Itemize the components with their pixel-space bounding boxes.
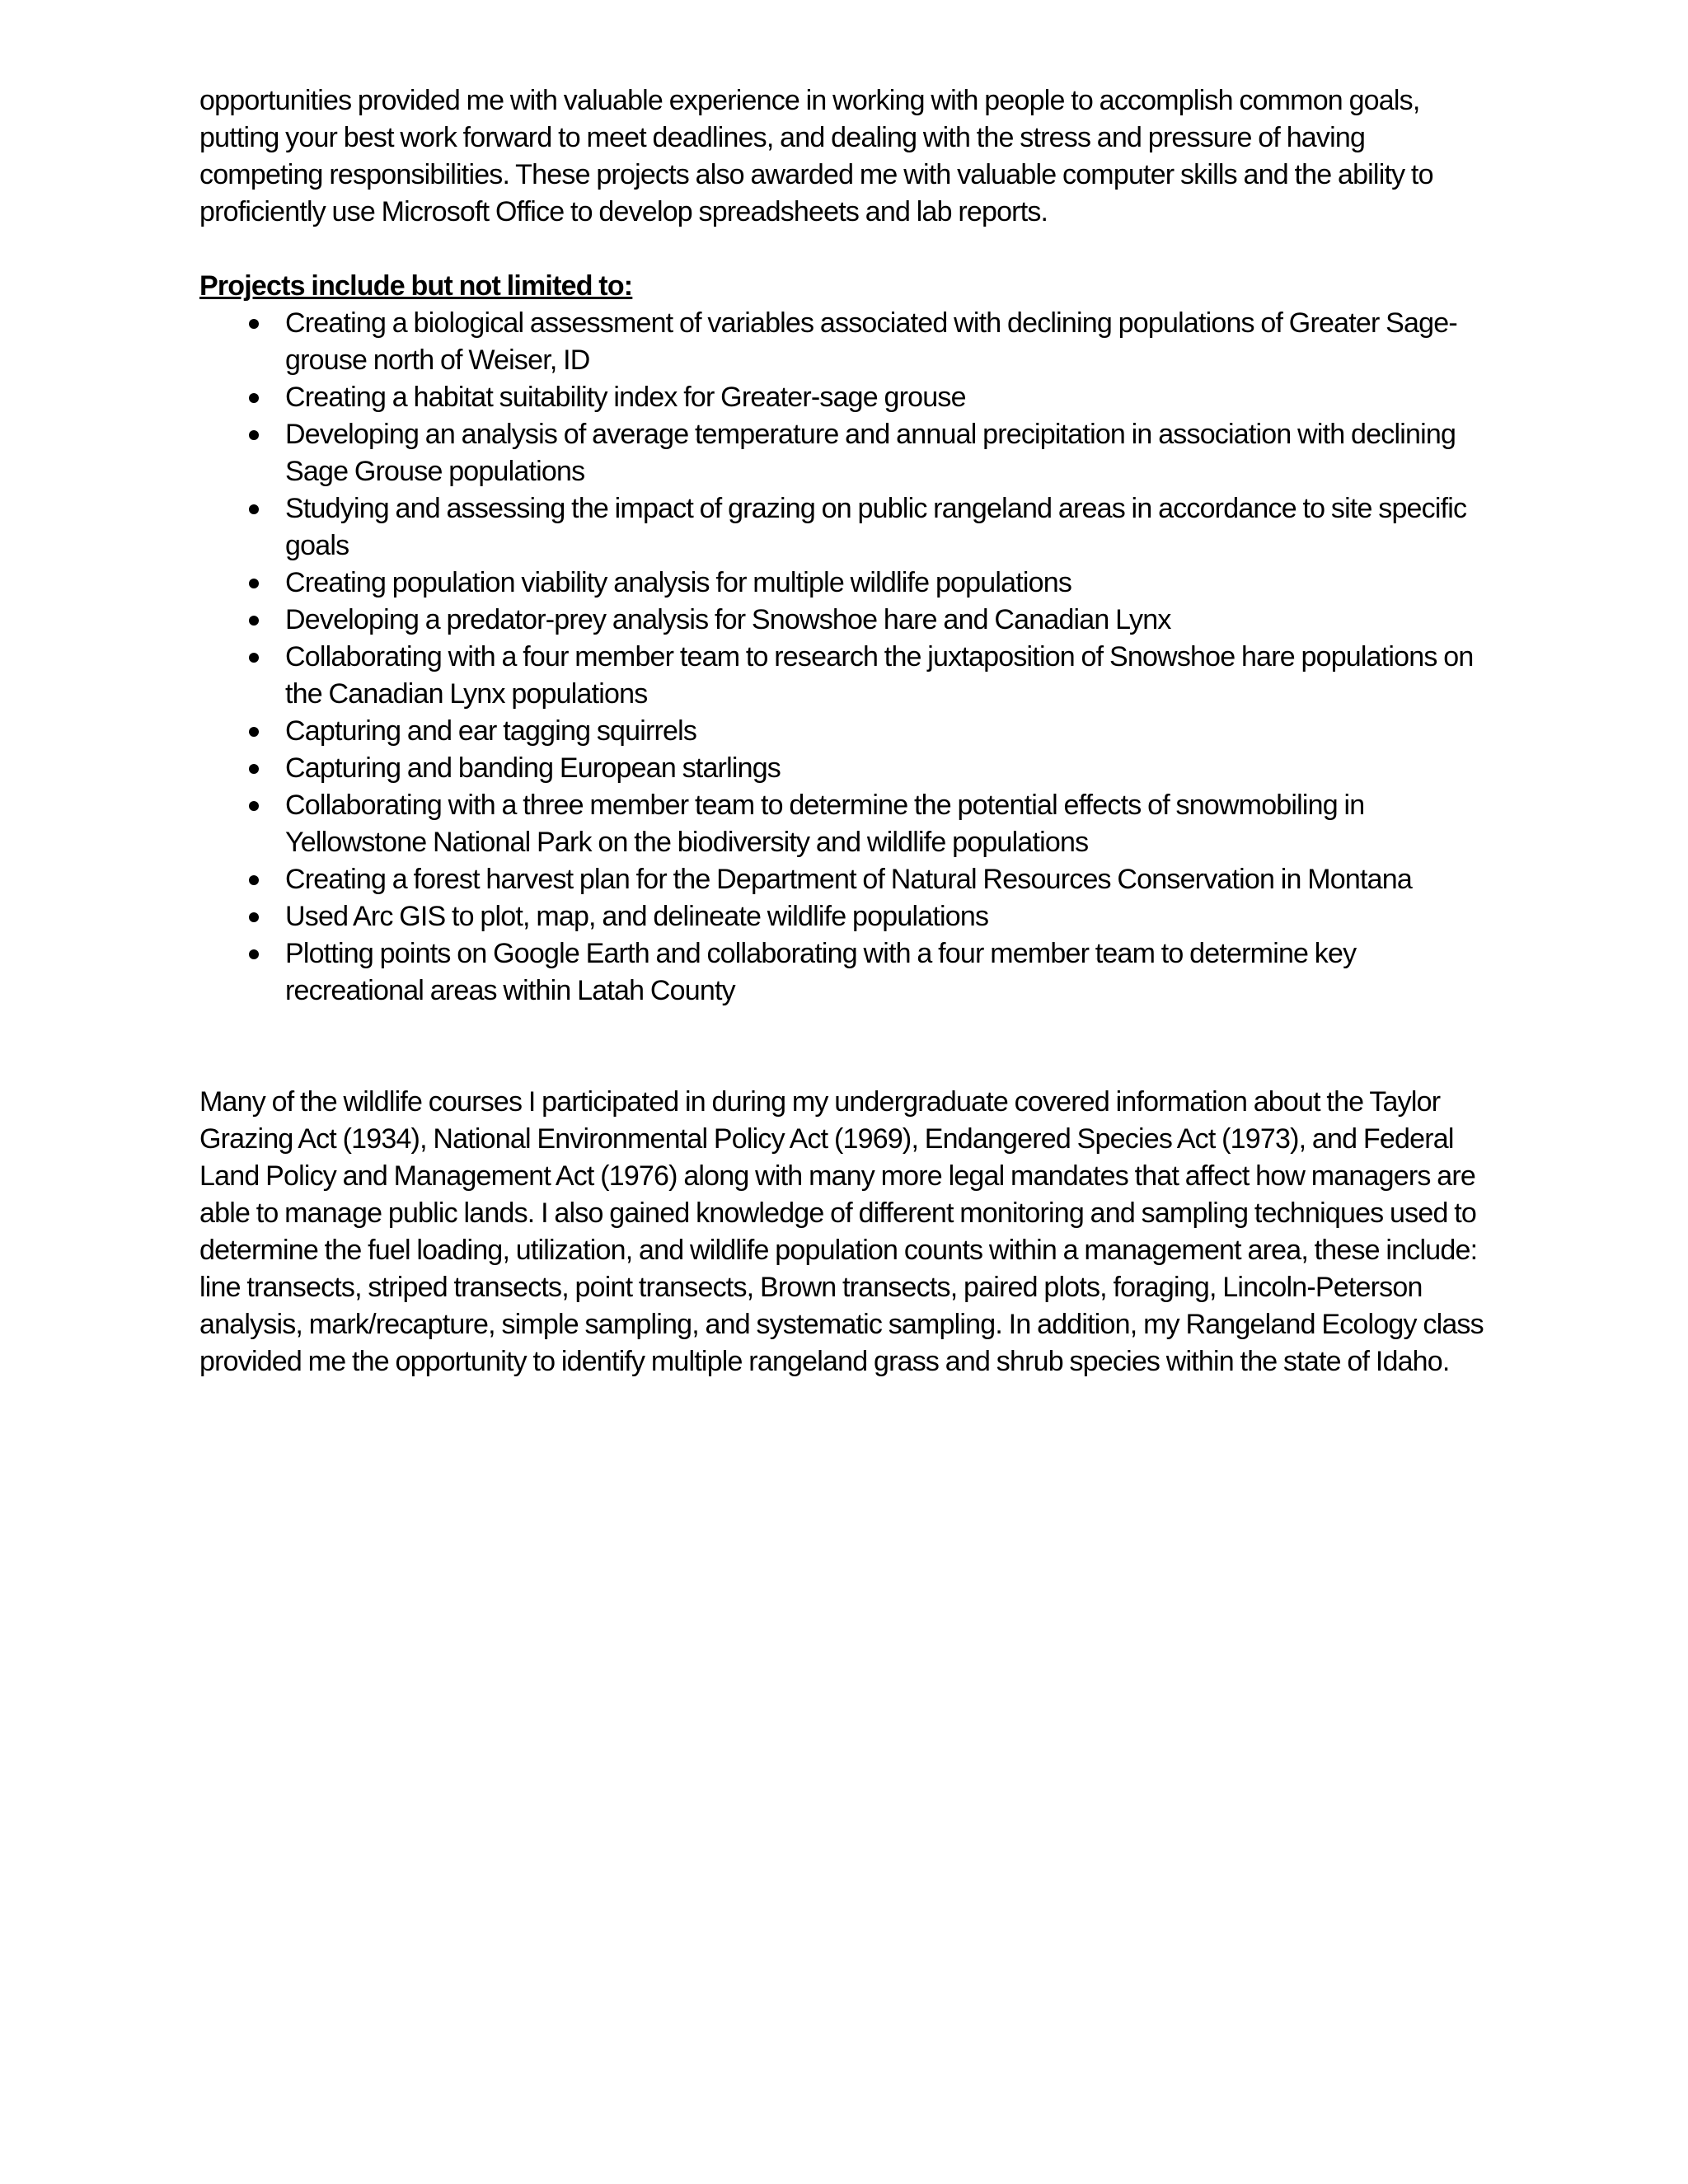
list-item-text: Collaborating with a four member team to research the juxtaposition of Snowshoe hare populations on the Canadian Lynx populations xyxy=(285,641,1474,710)
bullet-icon xyxy=(249,653,259,663)
bullet-icon xyxy=(249,875,259,885)
list-item-text: Creating a biological assessment of variables associated with declining populations of Greater Sage-grouse north of Weiser, ID xyxy=(285,307,1457,376)
list-item xyxy=(199,379,1493,416)
list-item-text: Capturing and ear tagging squirrels xyxy=(285,715,697,747)
list-item xyxy=(199,416,1493,490)
bullet-icon xyxy=(249,949,259,959)
bullet-icon xyxy=(249,801,259,811)
list-item-text: Studying and assessing the impact of grazing on public rangeland areas in accordance to site specific goals xyxy=(285,493,1467,561)
list-item xyxy=(199,565,1493,602)
list-item xyxy=(199,750,1493,787)
closing-paragraph: Many of the wildlife courses I participated in during my undergraduate covered information about the Taylor Grazing Act (1934), National Environmental Policy Act (1969), Endangered Species Act (1973), and Federal Land Policy and Management Act (1976) along with many more legal mandates that affect how managers are able to manage public lands. I also gained knowledge of different monitoring and sampling techniques used to determine the fuel loading, utilization, and wildlife population counts within a management area, these include: line transects, striped transects, point transects, Brown transects, paired plots, foraging, Lincoln-Peterson analysis, mark/recapture, simple sampling, and systematic sampling. In addition, my Rangeland Ecology class provided me the opportunity to identify multiple rangeland grass and shrub species within the state of Idaho. xyxy=(199,1086,1484,1377)
bullet-icon xyxy=(249,393,259,403)
intro-paragraph: opportunities provided me with valuable experience in working with people to accomplish common goals, putting your best work forward to meet deadlines, and dealing with the stress and pressure of having competing responsibilities. These projects also awarded me with valuable computer skills and the ability to proficiently use Microsoft Office to develop spreadsheets and lab reports. xyxy=(199,85,1433,227)
bullet-icon xyxy=(249,319,259,329)
bullet-icon xyxy=(249,504,259,514)
list-item-text: Collaborating with a three member team to determine the potential effects of snowmobiling in Yellowstone National Park on the biodiversity and wildlife populations xyxy=(285,790,1365,858)
list-item xyxy=(199,713,1493,750)
bullet-icon xyxy=(249,912,259,922)
projects-heading: Projects include but not limited to: xyxy=(199,270,633,302)
list-item xyxy=(199,787,1493,861)
list-item-text: Creating a habitat suitability index for Greater-sage grouse xyxy=(285,382,966,413)
bullet-icon xyxy=(249,764,259,774)
list-item-text: Creating population viability analysis for multiple wildlife populations xyxy=(285,567,1072,598)
list-item-text: Capturing and banding European starlings xyxy=(285,752,781,784)
list-item xyxy=(199,602,1493,639)
list-item-text: Plotting points on Google Earth and collaborating with a four member team to determine key recreational areas within Latah County xyxy=(285,938,1357,1006)
document-body xyxy=(199,82,1493,1380)
list-item-text: Used Arc GIS to plot, map, and delineate wildlife populations xyxy=(285,901,989,932)
list-item-text: Developing a predator-prey analysis for Snowshoe hare and Canadian Lynx xyxy=(285,604,1171,635)
projects-list xyxy=(199,305,1493,1010)
list-item xyxy=(199,898,1493,935)
bullet-icon xyxy=(249,616,259,626)
list-item xyxy=(199,490,1493,565)
list-item xyxy=(199,305,1493,379)
list-item-text: Creating a forest harvest plan for the Department of Natural Resources Conservation in Montana xyxy=(285,864,1412,895)
bullet-icon xyxy=(249,430,259,440)
list-item-text: Developing an analysis of average temperature and annual precipitation in association with declining Sage Grouse populations xyxy=(285,419,1456,487)
list-item xyxy=(199,639,1493,713)
list-item xyxy=(199,935,1493,1010)
bullet-icon xyxy=(249,579,259,588)
bullet-icon xyxy=(249,727,259,737)
list-item xyxy=(199,861,1493,898)
